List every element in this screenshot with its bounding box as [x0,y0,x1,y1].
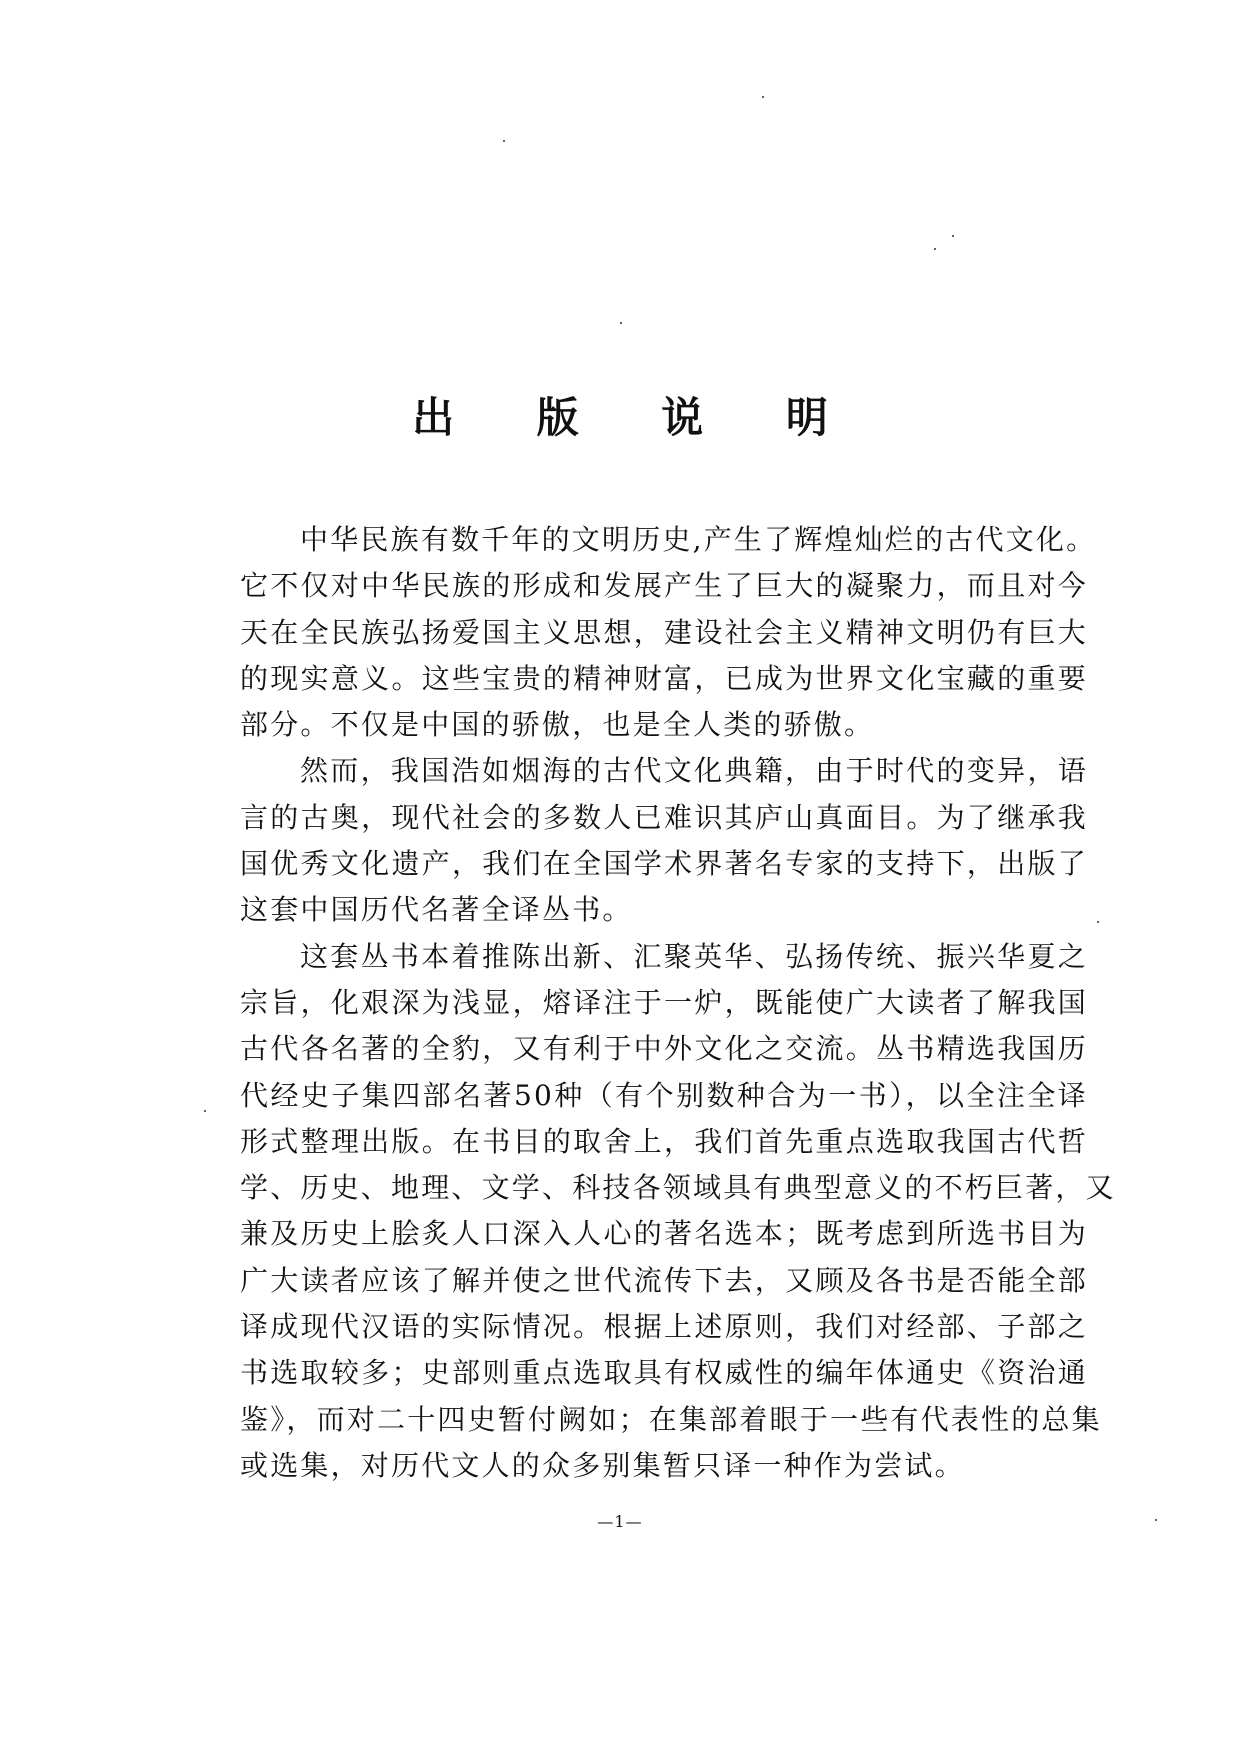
paragraph-3-line-8: 广大读者应该了解并使之世代流传下去，又顾及各书是否能全部 [240,1263,1088,1297]
paragraph-1-line-5: 部分。不仅是中国的骄傲，也是全人类的骄傲。 [240,708,875,742]
scan-speck [952,235,954,237]
page-title: 出 版 说 明 [412,393,862,443]
paragraph-3-line-9: 译成现代汉语的实际情况。根据上述原则，我们对经部、子部之 [240,1310,1088,1344]
paragraph-3-line-2: 宗旨，化艰深为浅显，熔译注于一炉，既能使广大读者了解我国 [240,985,1088,1019]
paragraph-1-line-4: 的现实意义。这些宝贵的精神财富，已成为世界文化宝藏的重要 [240,661,1088,695]
page-number: —1— [597,1512,643,1531]
paragraph-3-line-6: 学、历史、地理、文学、科技各领域具有典型意义的不朽巨著，又 [240,1171,1116,1205]
paragraph-2-line-3: 国优秀文化遗产，我们在全国学术界著名专家的支持下，出版了 [240,847,1088,881]
paragraph-3-line-12: 或选集，对历代文人的众多别集暂只译一种作为尝试。 [240,1448,965,1482]
scan-speck [204,1110,206,1112]
paragraph-3-line-3: 古代各名著的全豹，又有利于中外文化之交流。丛书精选我国历 [240,1032,1088,1066]
paragraph-3-line-4: 代经史子集四部名著50种（有个别数种合为一书），以全注全译 [240,1078,1088,1112]
scan-speck [934,248,936,250]
paragraph-2-line-1: 然而，我国浩如烟海的古代文化典籍，由于时代的变异，语 [300,754,1088,788]
scan-speck [620,322,622,324]
scan-speck [762,96,764,98]
paragraph-3-line-11: 鉴》，而对二十四史暂付阙如；在集部着眼于一些有代表性的总集 [240,1402,1102,1436]
paragraph-2-line-4: 这套中国历代名著全译丛书。 [240,893,633,927]
paragraph-3-line-5: 形式整理出版。在书目的取舍上，我们首先重点选取我国古代哲 [240,1124,1088,1158]
paragraph-1-line-1: 中华民族有数千年的文明历史,产生了辉煌灿烂的古代文化。 [300,523,1097,556]
paragraph-3-line-1: 这套丛书本着推陈出新、汇聚英华、弘扬传统、振兴华夏之 [300,939,1088,973]
paragraph-3-line-7: 兼及历史上脍炙人口深入人心的著名选本；既考虑到所选书目为 [240,1217,1088,1251]
scan-speck [1097,921,1099,923]
paragraph-1-line-3: 天在全民族弘扬爱国主义思想，建设社会主义精神文明仍有巨大 [240,615,1088,649]
paragraph-1-line-2: 它不仅对中华民族的形成和发展产生了巨大的凝聚力，而且对今 [240,569,1088,603]
paragraph-2-line-2: 言的古奥，现代社会的多数人已难识其庐山真面目。为了继承我 [240,800,1088,834]
scan-speck [503,140,505,142]
body-text [240,517,1116,1489]
paragraph-3-line-10: 书选取较多；史部则重点选取具有权威性的编年体通史《资治通 [240,1356,1088,1390]
